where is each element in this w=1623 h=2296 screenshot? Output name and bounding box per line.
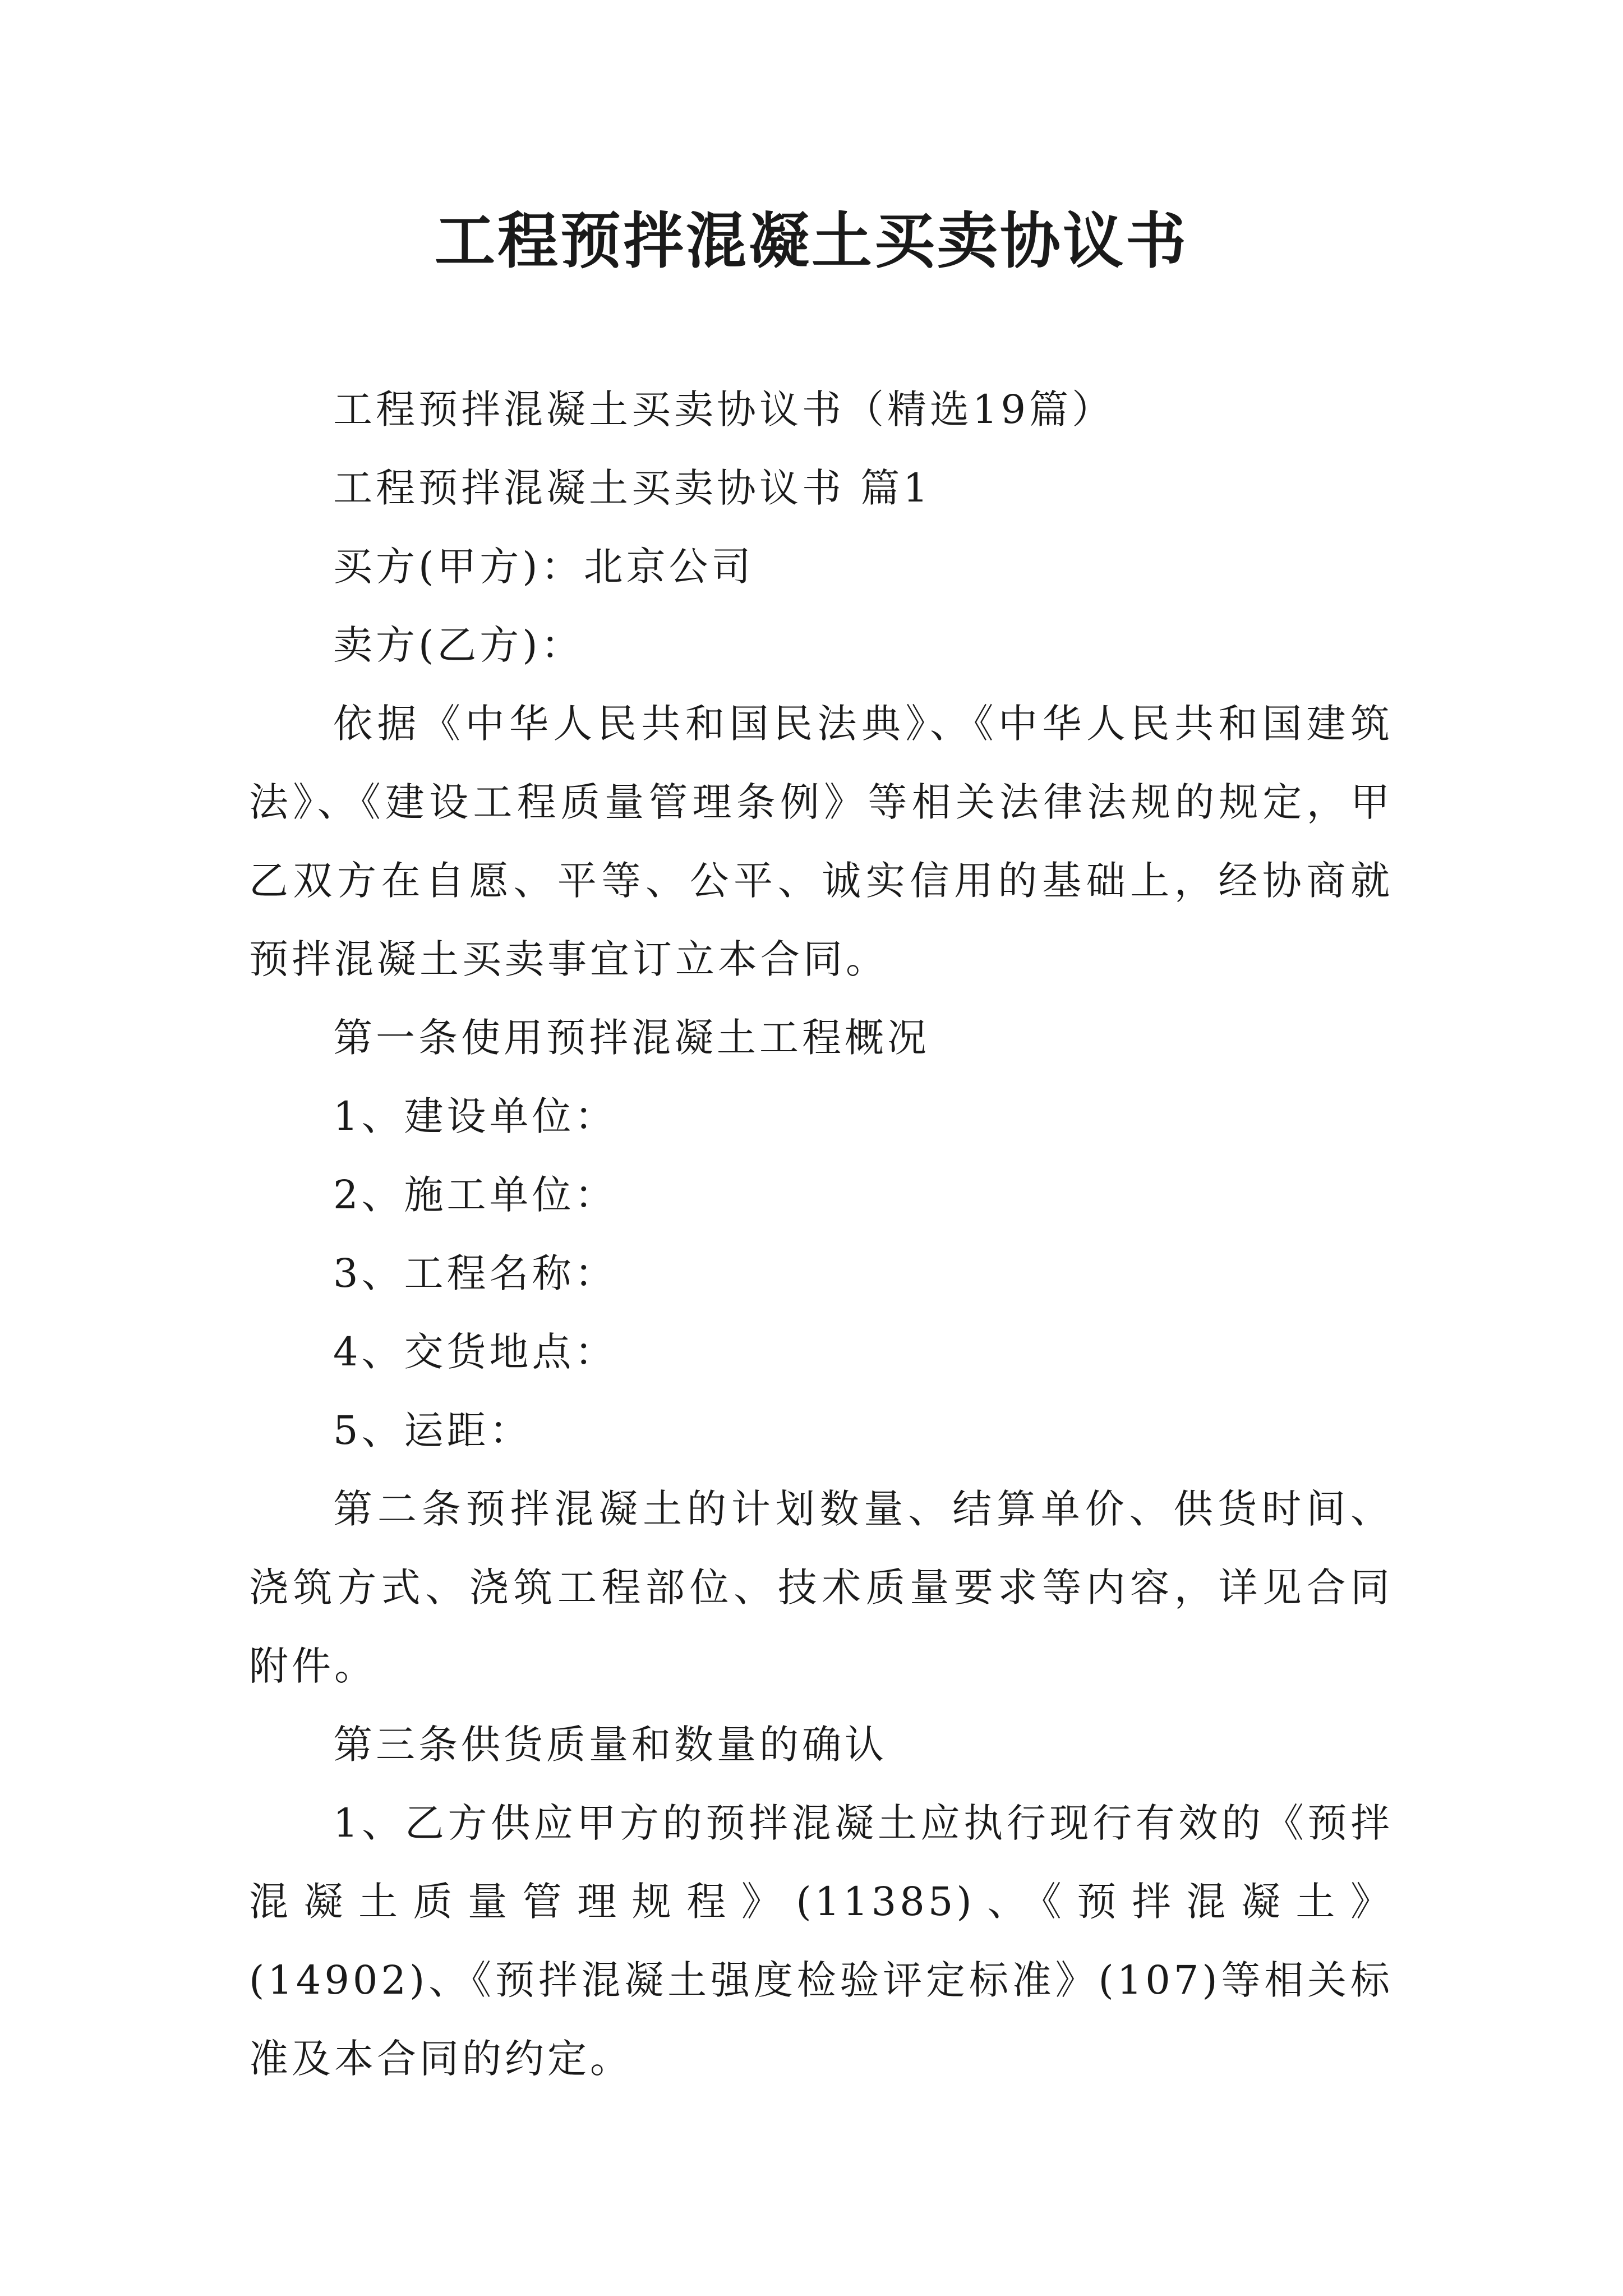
paragraph-buyer: 买方(甲方)：北京公司 — [333, 544, 754, 590]
paragraph-article-2: 第二条预拌混凝土的计划数量、结算单价、供货时间、浇筑方式、浇筑工程部位、技术质量要求等内容，详见合同附件。 — [249, 1486, 1393, 1689]
paragraph-item-1: 1、建设单位： — [333, 1093, 617, 1139]
paragraph-chapter-heading: 工程预拌混凝土买卖协议书 篇1 — [333, 465, 932, 511]
document-body — [249, 370, 1393, 2098]
document-title: 工程预拌混凝土买卖协议书 — [434, 206, 1188, 277]
paragraph-article-3-item-1: 1、乙方供应甲方的预拌混凝土应执行现行有效的《预拌混凝土质量管理规程》(11385)、《预拌混凝土》(14902)、《预拌混凝土强度检验评定标准》(107)等相关标准及本合同的约定。 — [249, 1800, 1393, 2082]
paragraph-seller: 卖方(乙方)： — [333, 622, 584, 668]
paragraph-item-5: 5、运距： — [333, 1407, 532, 1453]
paragraph-item-4: 4、交货地点： — [333, 1329, 617, 1375]
paragraph-item-3: 3、工程名称： — [333, 1250, 617, 1296]
paragraph-article-3-heading: 第三条供货质量和数量的确认 — [333, 1722, 887, 1768]
paragraph-subtitle: 工程预拌混凝土买卖协议书（精选19篇） — [333, 386, 1115, 432]
paragraph-preamble: 依据《中华人民共和国民法典》、《中华人民共和国建筑法》、《建设工程质量管理条例》等相关法律法规的规定，甲乙双方在自愿、平等、公平、诚实信用的基础上，经协商就预拌混凝土买卖事宜订立本合同。 — [249, 701, 1393, 982]
paragraph-article-1-heading: 第一条使用预拌混凝土工程概况 — [333, 1015, 930, 1061]
paragraph-item-2: 2、施工单位： — [333, 1172, 617, 1218]
